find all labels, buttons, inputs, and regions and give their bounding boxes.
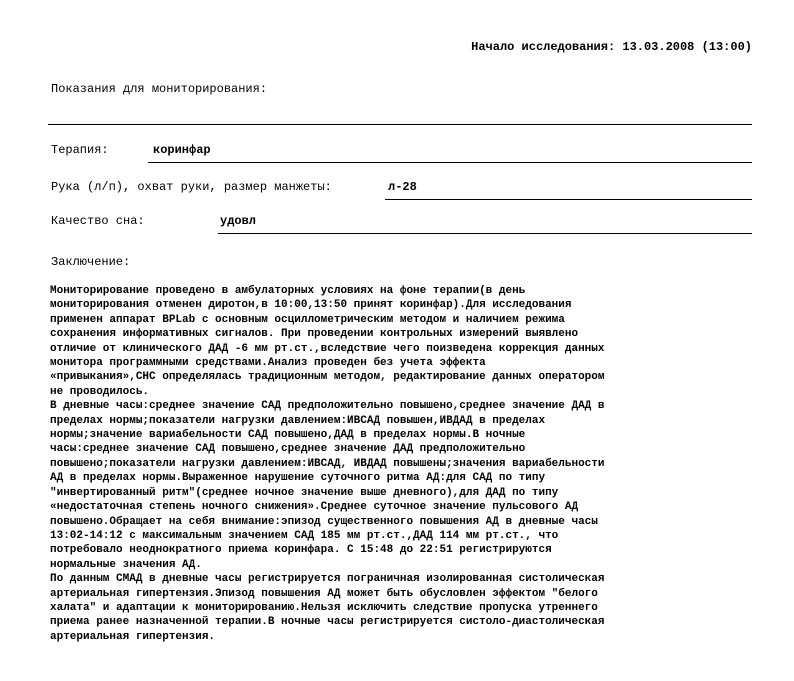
therapy-label: Терапия:	[51, 143, 109, 157]
conclusion-paragraph-summary: По данным СМАД в дневные часы регистрируется пограничная изолированная систолическая артериальная гипертензия.Эпизод повышения АД может быть обусловлен эффектом "белого халата" и адаптации к мониторированию.Нельзя исключить следствие пропуска утреннего приема ранее назначенной терапии.В ночные часы регистрируется систоло-диастолическая артериальная гипертензия.	[50, 573, 605, 643]
arm-cuff-value: л-28	[388, 180, 417, 194]
conclusion-text	[50, 284, 740, 644]
arm-cuff-label: Рука (л/п), охват руки, размер манжеты:	[51, 180, 332, 194]
therapy-underline	[148, 162, 752, 163]
therapy-value: коринфар	[153, 143, 211, 157]
indications-underline	[48, 124, 752, 125]
study-start-date: Начало исследования: 13.03.2008 (13:00)	[471, 40, 752, 54]
arm-cuff-underline	[385, 199, 752, 200]
sleep-quality-value: удовл	[220, 214, 257, 228]
indications-label: Показания для мониторирования:	[51, 82, 268, 96]
conclusion-paragraph-findings: В дневные часы:среднее значение САД предположительно повышено,среднее значение ДАД в пределах нормы;показатели нагрузки давлением:ИВСАД повышен,ИВДАД в пределах нормы;значение вариабельности САД повышено,ДАД в пределах нормы.В ночные часы:среднее значение САД повышено,среднее значение ДАД предположительно повышено;показатели нагрузки давлением:ИВСАД, ИВДАД повышены;значения вариабельности АД в пределах нормы.Выраженное нарушение суточного ритма АД:для САД по типу "инвертированный ритм"(среднее ночное значение выше дневного),для ДАД по типу «недостаточная степень ночного снижения».Среднее суточное значение пульсового АД повышено.Обращает на себя внимание:эпизод существенного повышения АД в дневные часы 13:02-14:12 с максимальным значением САД 185 мм рт.ст.,ДАД 114 мм рт.ст., что потребовало неоднократного приема коринфара. С 15:48 до 22:51 регистрируются нормальные значения АД.	[50, 400, 605, 571]
conclusion-paragraph-method: Мониторирование проведено в амбулаторных условиях на фоне терапии(в день мониторирования отменен диротон,в 10:00,13:50 принят коринфар).Для исследования применен аппарат BPLab с основным осциллометрическим методом и наличием режима сохранения информативных сигналов. При проведении контрольных измерений выявлено отличие от клинического ДАД -6 мм рт.ст.,вследствие чего поизведена коррекция данных монитора программными средствами.Анализ проведен без учета эффекта «привыкания»,СНС определялась традиционным методом, редактирование данных оператором не проводилось.	[50, 285, 605, 398]
sleep-quality-underline	[218, 233, 752, 234]
sleep-quality-label: Качество сна:	[51, 214, 145, 228]
conclusion-label: Заключение:	[51, 255, 131, 269]
